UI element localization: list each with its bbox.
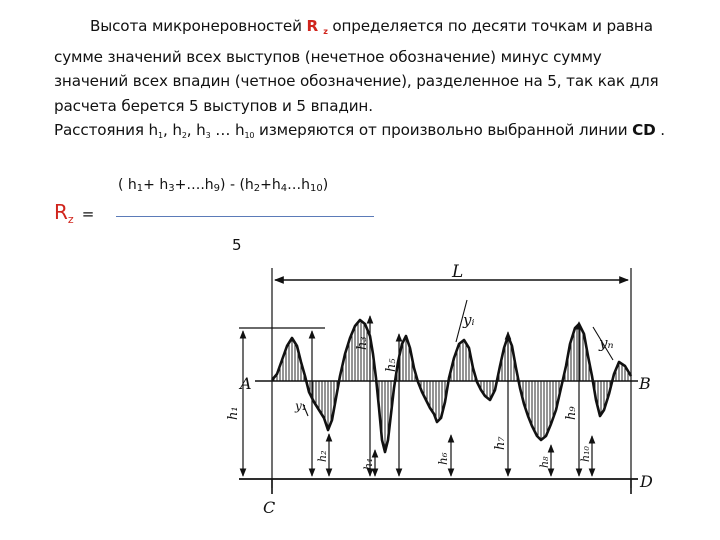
subscript: 10 [244,131,255,140]
rz-letter: R [306,17,319,35]
formula-sub: 1 [136,183,144,194]
formula-numerator [118,177,328,194]
label-l: L [452,262,464,282]
formula-sub: 9 [213,183,221,194]
text-segment: … h [210,121,245,139]
equals-sign: = [81,205,95,223]
label-h5: h₅ [384,358,399,372]
rz-letter: R [54,200,68,224]
text-segment: Расстояния h [54,121,159,139]
rz-subscript: z [67,213,74,226]
rz-subscript: z [323,27,328,36]
label-h8: h₈ [538,456,551,468]
text-segment: . [655,121,665,139]
label-y1: y₁ [295,399,307,413]
label-yi: yᵢ [463,311,475,329]
label-h2: h₂ [316,450,329,462]
line-cd-label: CD [632,121,656,139]
subscript: 2 [181,131,187,140]
text-segment: измеряются от произвольно выбранной линии [254,121,633,139]
formula-sub: 4 [280,183,288,194]
label-h9: h₉ [564,406,579,420]
formula-part: +h [260,177,281,193]
text-segment: Высота микронеровностей [90,17,307,35]
label-h7: h₇ [493,436,508,450]
label-h1: h₁ [226,406,241,420]
label-h3: h₃ [355,336,370,350]
label-c: C [263,498,276,517]
paragraph-distances [54,118,674,149]
label-yn: yₙ [599,334,614,352]
formula-lhs [54,200,94,226]
roughness-profile-figure [215,250,655,524]
rz-symbol [307,17,328,35]
label-h10: h₁₀ [579,446,592,462]
label-h4: h₄ [362,458,375,470]
formula-part: ) - (h [220,177,254,193]
formula-part: …h [287,177,311,193]
subscript: 1 [158,131,163,140]
formula-sub: 2 [253,183,261,194]
formula-sub: 3 [168,183,175,194]
formula-part: +….h [174,177,214,193]
profile-hatching [274,321,628,452]
label-b: B [639,374,651,393]
label-h6: h₆ [436,452,450,465]
height-dimensions [243,316,592,476]
formula-denominator: 5 [232,236,242,254]
subscript: 3 [205,131,211,140]
text-segment: определяется по десяти точкам и равна сумме значений всех выступов (нечетное обозначение) минус сумму значений всех впадин (четное обозначение), разделенное на 5, так как для расчета берется 5 выступов и 5 впадин. [54,17,659,115]
formula-part: ) [322,177,329,193]
text-segment: , h [162,121,182,139]
text-segment: , h [186,121,206,139]
label-d: D [640,472,653,491]
fraction-bar [116,216,374,217]
formula-part: + h [143,177,169,193]
roughness-profile-diagram [215,250,655,520]
paragraph-rz-definition [54,14,674,118]
formula-sub: 10 [310,183,323,194]
label-a: A [240,374,252,393]
body-text [54,14,674,149]
formula-part: ( h [118,177,137,193]
